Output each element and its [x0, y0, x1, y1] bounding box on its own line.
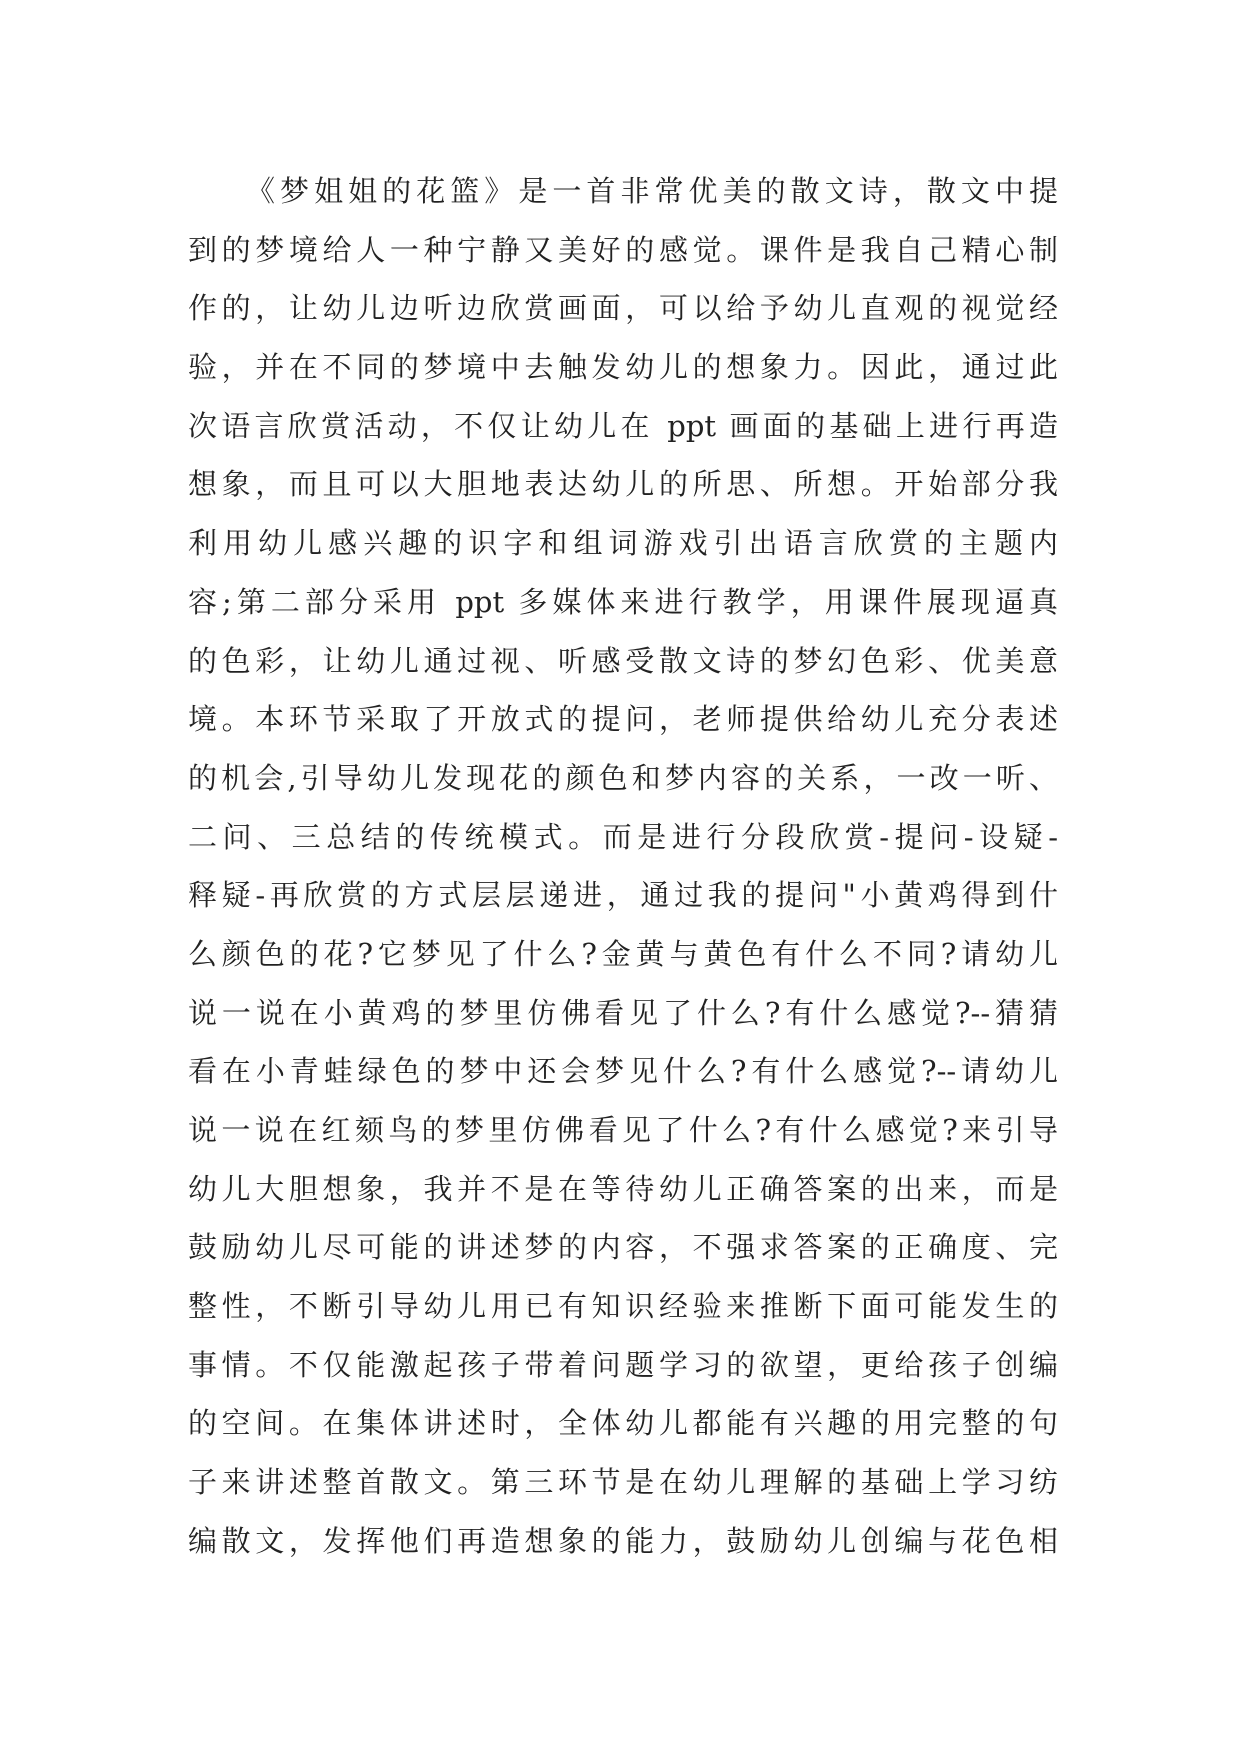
text-line: 到的梦境给人一种宁静又美好的感觉。课件是我自己精心制 [188, 232, 1058, 267]
text-line: 利用幼儿感兴趣的识字和组词游戏引出语言欣赏的主题内 [188, 526, 1058, 561]
text-line: 《梦姐姐的花篮》是一首非常优美的散文诗，散文中提 [246, 174, 1058, 208]
text-line: 子来讲述整首散文。第三环节是在幼儿理解的基础上学习纺 [188, 1465, 1058, 1500]
text-line: 次语言欣赏活动，不仅让幼儿在 ppt 画面的基础上进行再造 [188, 408, 1058, 443]
text-line: 说一说在红颏鸟的梦里仿佛看见了什么?有什么感觉?来引导 [188, 1113, 1058, 1147]
text-line: 看在小青蛙绿色的梦中还会梦见什么?有什么感觉?--请幼儿 [188, 1054, 1058, 1089]
text-line: 想象，而且可以大胆地表达幼儿的所思、所想。开始部分我 [188, 467, 1058, 502]
text-line: 整性，不断引导幼儿用已有知识经验来推断下面可能发生的 [188, 1289, 1058, 1324]
text-line: 么颜色的花?它梦见了什么?金黄与黄色有什么不同?请幼儿 [188, 936, 1058, 971]
text-line: 说一说在小黄鸡的梦里仿佛看见了什么?有什么感觉?--猜猜 [188, 995, 1058, 1030]
text-line: 作的，让幼儿边听边欣赏画面，可以给予幼儿直观的视觉经 [188, 291, 1058, 326]
text-line: 鼓励幼儿尽可能的讲述梦的内容，不强求答案的正确度、完 [188, 1230, 1058, 1265]
text-line: 事情。不仅能激起孩子带着问题学习的欲望，更给孩子创编 [188, 1347, 1058, 1382]
text-line: 编散文，发挥他们再造想象的能力，鼓励幼儿创编与花色相 [188, 1523, 1058, 1558]
text-line: 的机会,引导幼儿发现花的颜色和梦内容的关系，一改一听、 [188, 760, 1058, 795]
text-line: 的色彩，让幼儿通过视、听感受散文诗的梦幻色彩、优美意 [188, 643, 1058, 678]
text-line: 释疑-再欣赏的方式层层递进，通过我的提问"小黄鸡得到什 [188, 878, 1058, 913]
text-line: 容;第二部分采用 ppt 多媒体来进行教学，用课件展现逼真 [188, 584, 1058, 619]
text-line: 幼儿大胆想象，我并不是在等待幼儿正确答案的出来，而是 [188, 1171, 1058, 1206]
text-line: 境。本环节采取了开放式的提问，老师提供给幼儿充分表述 [188, 702, 1058, 737]
text-line: 验，并在不同的梦境中去触发幼儿的想象力。因此，通过此 [188, 350, 1058, 385]
text-line: 的空间。在集体讲述时，全体幼儿都能有兴趣的用完整的句 [188, 1406, 1058, 1441]
text-line: 二问、三总结的传统模式。而是进行分段欣赏-提问-设疑- [188, 819, 1058, 854]
body-paragraph [188, 162, 1058, 1571]
